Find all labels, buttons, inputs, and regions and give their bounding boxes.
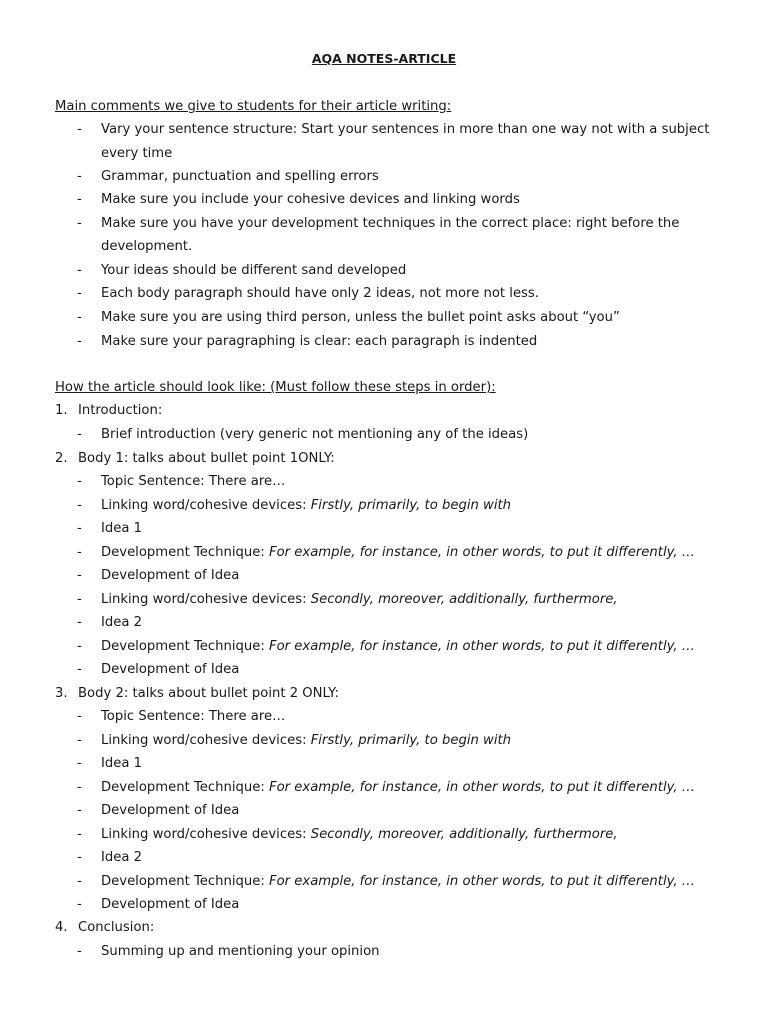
comment-item: Each body paragraph should have only 2 ideas, not more not less.	[101, 286, 539, 301]
bullet-dash: -	[77, 263, 82, 278]
body-item	[101, 708, 285, 726]
body-item-text: Linking word/cohesive devices:	[101, 498, 311, 513]
comments-heading: Main comments we give to students for their article writing:	[55, 99, 452, 114]
structure-heading: How the article should look like: (Must follow these steps in order):	[55, 380, 496, 395]
body-item-text: Idea 2	[101, 850, 143, 865]
document-title: AQA NOTES-ARTICLE	[311, 51, 457, 66]
body-item-examples: For example, for instance, in other words, to put it differently, …	[269, 545, 695, 560]
body-item-text: Development of Idea	[101, 803, 240, 818]
intro-item: Brief introduction (very generic not mentioning any of the ideas)	[101, 427, 529, 442]
comment-item: Grammar, punctuation and spelling errors	[101, 169, 379, 184]
body-item-text: Development of Idea	[101, 662, 240, 677]
body-item-text: Development Technique:	[101, 874, 270, 889]
bullet-dash: -	[77, 122, 82, 137]
bullet-dash: -	[77, 756, 82, 771]
comment-item: Make sure you are using third person, unless the bullet point asks about “you”	[101, 310, 620, 325]
body-item-text: Topic Sentence: There are…	[101, 709, 286, 724]
bullet-dash: -	[77, 733, 82, 748]
body-item-examples: For example, for instance, in other words, to put it differently, …	[269, 639, 695, 654]
bullet-dash: -	[77, 216, 82, 231]
body-item	[101, 497, 511, 515]
bullet-dash: -	[77, 192, 82, 207]
bullet-dash: -	[77, 592, 82, 607]
bullet-dash: -	[77, 709, 82, 724]
body-item-text: Linking word/cohesive devices:	[101, 733, 311, 748]
bullet-dash: -	[77, 521, 82, 536]
bullet-dash: -	[77, 803, 82, 818]
body-item-text: Development of Idea	[101, 568, 240, 583]
body-item	[101, 732, 511, 750]
body-item	[101, 802, 239, 820]
step-label-conclusion: Conclusion:	[78, 920, 155, 935]
bullet-dash: -	[77, 874, 82, 889]
body-item-text: Idea 2	[101, 615, 143, 630]
body-item	[101, 661, 239, 679]
comment-item: Make sure you have your development techniques in the correct place: right before the	[101, 216, 680, 231]
bullet-dash: -	[77, 615, 82, 630]
step-number: 2.	[55, 451, 68, 466]
body-item	[101, 826, 618, 844]
step-label-body-1: Body 1: talks about bullet point 1ONLY:	[78, 451, 335, 466]
bullet-dash: -	[77, 662, 82, 677]
comment-item-continuation: every time	[101, 146, 173, 161]
body-item-examples: Secondly, moreover, additionally, furthermore,	[310, 827, 618, 842]
body-item	[101, 896, 239, 914]
body-item-examples: Firstly, primarily, to begin with	[310, 498, 512, 513]
body-item-text: Development of Idea	[101, 897, 240, 912]
body-item	[101, 591, 618, 609]
bullet-dash: -	[77, 498, 82, 513]
step-number: 1.	[55, 403, 68, 418]
body-item-text: Idea 1	[101, 521, 143, 536]
comment-item-continuation: development.	[101, 239, 193, 254]
bullet-dash: -	[77, 827, 82, 842]
bullet-dash: -	[77, 310, 82, 325]
body-item	[101, 849, 142, 867]
bullet-dash: -	[77, 334, 82, 349]
bullet-dash: -	[77, 780, 82, 795]
bullet-dash: -	[77, 169, 82, 184]
body-item-text: Development Technique:	[101, 545, 270, 560]
bullet-dash: -	[77, 897, 82, 912]
body-item	[101, 520, 142, 538]
body-item-examples: Secondly, moreover, additionally, furthermore,	[310, 592, 618, 607]
body-item	[101, 873, 695, 891]
body-item	[101, 473, 285, 491]
step-number: 4.	[55, 920, 68, 935]
comment-item: Your ideas should be different sand developed	[101, 263, 407, 278]
comment-item: Make sure you include your cohesive devices and linking words	[101, 192, 520, 207]
step-number: 3.	[55, 686, 68, 701]
body-item	[101, 544, 695, 562]
body-item	[101, 614, 142, 632]
bullet-dash: -	[77, 545, 82, 560]
body-item-examples: For example, for instance, in other words, to put it differently, …	[269, 874, 695, 889]
bullet-dash: -	[77, 427, 82, 442]
body-item	[101, 638, 695, 656]
bullet-dash: -	[77, 850, 82, 865]
bullet-dash: -	[77, 944, 82, 959]
comment-item: Vary your sentence structure: Start your sentences in more than one way not with a subject	[101, 122, 710, 137]
bullet-dash: -	[77, 639, 82, 654]
body-item	[101, 779, 695, 797]
body-item-examples: Firstly, primarily, to begin with	[310, 733, 512, 748]
body-item	[101, 755, 142, 773]
body-item-text: Development Technique:	[101, 780, 270, 795]
body-item-examples: For example, for instance, in other words, to put it differently, …	[269, 780, 695, 795]
step-label-body-2: Body 2: talks about bullet point 2 ONLY:	[78, 686, 339, 701]
body-item-text: Idea 1	[101, 756, 143, 771]
comment-item: Make sure your paragraphing is clear: each paragraph is indented	[101, 334, 538, 349]
body-item	[101, 567, 239, 585]
body-item-text: Development Technique:	[101, 639, 270, 654]
bullet-dash: -	[77, 568, 82, 583]
bullet-dash: -	[77, 286, 82, 301]
bullet-dash: -	[77, 474, 82, 489]
step-label-introduction: Introduction:	[78, 403, 163, 418]
body-item-text: Linking word/cohesive devices:	[101, 827, 311, 842]
body-item-text: Topic Sentence: There are…	[101, 474, 286, 489]
conclusion-item: Summing up and mentioning your opinion	[101, 944, 380, 959]
body-item-text: Linking word/cohesive devices:	[101, 592, 311, 607]
